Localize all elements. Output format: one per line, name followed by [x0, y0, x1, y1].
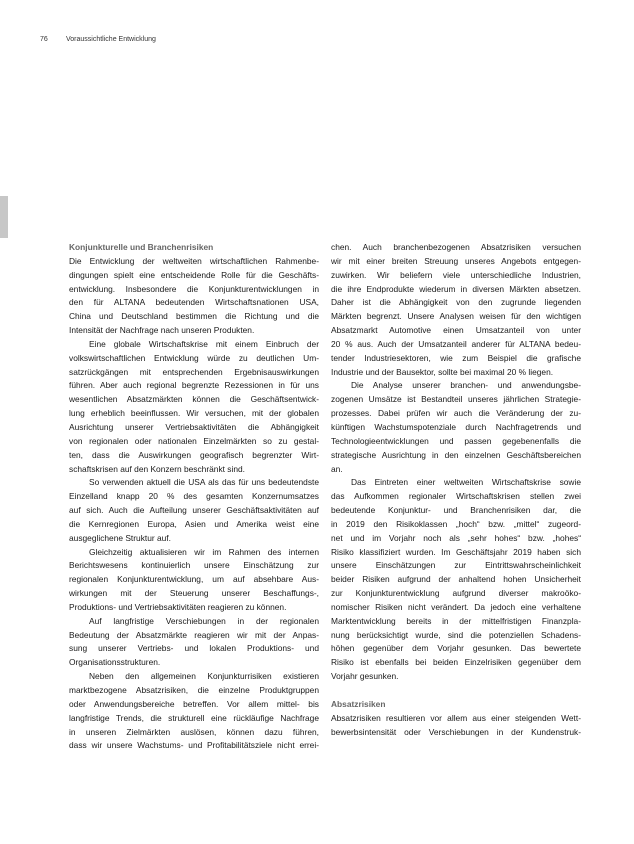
text-line: nomischer Risiken nicht verändert. Da jedoch eine verhaltene: [331, 601, 581, 612]
text-line: China und Deutschland bestimmen die Richtung und die: [69, 311, 319, 322]
text-line: chen. Auch branchenbezogenen Absatzrisiken versuchen: [331, 242, 581, 252]
text-line: wirkungen mit der Steuerung unserer Beschaffungs-,: [69, 588, 319, 599]
text-line: dass wir unsere Wachstums- und Profitabilitätsziele nicht errei-: [69, 740, 319, 751]
text-line: net und im Vorjahr noch als „sehr hohes“ bzw. „hohes“: [331, 532, 581, 543]
text-line: Industrie und der Bausektor, sollte bei maximal 20 % liegen.: [331, 366, 554, 377]
text-line: Marktentwicklung bereits in der mittelfristigen Finanzpla-: [331, 615, 581, 626]
text-line: höhen gegenüber dem Vorjahr gesunken. Das bewertete: [331, 643, 581, 654]
text-line: volkswirtschaftlichen Entwicklung würde zu deutlichen Um-: [69, 352, 319, 363]
text-line: Ausrichtung unserer Vertriebsaktivitäten die Abhängigkeit: [69, 421, 319, 432]
text-line: beider Risiken aufgrund der anhaltend hohen Unsicherheit: [331, 574, 581, 585]
paragraph-first-line: Das Eintreten einer weltweiten Wirtschaftskrise sowie: [351, 477, 581, 488]
text-line: oder Anwendungsbereiche betreffen. Vor allem mittel- bis: [69, 698, 319, 709]
chapter-marker-tab: [0, 196, 8, 238]
section-title: Voraussichtliche Entwicklung: [66, 36, 156, 43]
text-line: wir mit einer breiten Streuung unseres Angebots entgegen-: [331, 255, 581, 266]
paragraph-gap: [331, 684, 581, 698]
text-line: prozesses. Dabei prüfen wir auch die Veränderung der zu-: [331, 408, 581, 419]
text-line: Intensität der Nachfrage nach unseren Produkten.: [69, 325, 255, 336]
text-line: Die Entwicklung der weltweiten wirtschaftlichen Rahmenbe-: [69, 255, 319, 266]
text-line: Risiko klassifiziert wurden. Im Geschäftsjahr 2019 haben sich: [331, 546, 581, 557]
text-line: 20 % aus. Auch der Umsatzanteil anderer für ALTANA bedeu-: [331, 338, 581, 349]
page-number: 76: [40, 36, 48, 43]
text-line: in unseren Zielmärkten auslösen, können dazu führen,: [69, 726, 319, 737]
text-line: Berichtswesens kontinuierlich unsere Einschätzung zur: [69, 560, 319, 571]
text-line: Absatzmarkt Automotive einen Umsatzanteil von unter: [331, 325, 581, 336]
text-line: regionalen Konjunkturentwicklung, um auf absehbare Aus-: [69, 574, 319, 585]
text-line: tender Industriesektoren, wie zum Beispiel die grafische: [331, 352, 581, 363]
text-line: ausgeglichene Struktur auf.: [69, 532, 171, 543]
text-line: führen. Aber auch regional begrenzte Rezessionen in für uns: [69, 380, 319, 391]
text-line: zur Konjunkturentwicklung aufgrund diverser makroöko-: [331, 588, 581, 599]
text-line: Produktions- und Vertriebsaktivitäten reagieren zu können.: [69, 601, 287, 612]
paragraph-first-line: Neben den allgemeinen Konjunkturrisiken existieren: [89, 671, 319, 682]
text-line: Absatzrisiken resultieren vor allem aus einer steigenden Wett-: [331, 712, 581, 723]
text-line: unsere Einschätzungen zur Eintrittswahrscheinlichkeit: [331, 560, 581, 571]
left-text-column: [69, 241, 319, 753]
text-line: in 2019 den Risikoklassen „hoch“ bzw. „mittel“ zugeord-: [331, 518, 581, 529]
text-line: auf sich. Auch die Aufteilung unserer Geschäftsaktivitäten auf: [69, 505, 319, 516]
text-line: strategische Ausrichtung in den einzelnen Geschäftsbereichen: [331, 449, 581, 460]
text-line: bedeutende Konjunktur- und Branchenrisiken dar, die: [331, 505, 581, 516]
text-line: Organisationsstrukturen.: [69, 657, 161, 668]
paragraph-first-line: Die Analyse unserer branchen- und anwendungsbe-: [351, 380, 581, 391]
paragraph-first-line: Auf langfristige Verschiebungen in der regionalen: [89, 615, 319, 626]
section-heading: Konjunkturelle und Branchenrisiken: [69, 242, 214, 252]
text-line: Bedeutung der Absatzmärkte reagieren wir mit der Anpas-: [69, 629, 319, 640]
text-line: bewerbsintensität oder Verschiebungen in der Kundenstruk-: [331, 726, 581, 737]
text-line: Risiko ist ebenfalls bei beiden Einzelrisiken gegenüber dem: [331, 657, 581, 668]
text-line: lung erheblich beeinflussen. Wir versuchen, mit der globalen: [69, 408, 319, 419]
text-line: entwicklung. Insbesondere die Konjunkturentwicklungen in: [69, 283, 319, 294]
text-line: das Aufkommen regionaler Wirtschaftskrisen stellen zwei: [331, 491, 581, 502]
text-line: sung unserer Vertriebs- und lokalen Produktions- und: [69, 643, 319, 654]
text-line: satzrückgängen mit entsprechenden Ergebnisauswirkungen: [69, 366, 319, 377]
text-line: Technologieentwicklungen und passen gegebenenfalls die: [331, 435, 581, 446]
text-line: dingungen spielt eine entscheidende Rolle für die Geschäfts-: [69, 269, 319, 280]
right-text-column: [331, 241, 581, 739]
text-line: zuwirken. Wir beliefern viele unterschiedliche Industrien,: [331, 269, 581, 280]
text-line: nung berücksichtigt wurde, sind die potenziellen Schadens-: [331, 629, 581, 640]
text-line: zogenen Umsätze ist Bestandteil unseres jährlichen Strategie-: [331, 394, 581, 405]
text-line: wesentlichen Absatzmärkten können die Geschäftsentwick-: [69, 394, 319, 405]
text-line: von regionalen oder nationalen Einzelmärkten so zu gestal-: [69, 435, 319, 446]
paragraph-first-line: Gleichzeitig aktualisieren wir im Rahmen des internen: [89, 546, 319, 557]
text-line: schaftskrisen auf den Konzern beschränkt sind.: [69, 463, 245, 474]
text-line: ten, dass die Auswirkungen geografisch begrenzter Wirt-: [69, 449, 319, 460]
text-line: Märkten begrenzt. Unsere Analysen weisen für den wichtigen: [331, 311, 581, 322]
paragraph-first-line: Eine globale Wirtschaftskrise mit einem Einbruch der: [89, 338, 319, 349]
text-line: Daher ist die Abhängigkeit von den zugrunde liegenden: [331, 297, 581, 308]
section-heading: Absatzrisiken: [331, 698, 386, 709]
paragraph-first-line: So verwenden aktuell die USA als das für uns bedeutendste: [89, 477, 319, 488]
text-line: Vorjahr gesunken.: [331, 671, 399, 682]
text-line: den für ALTANA bedeutenden Wirtschaftsnationen USA,: [69, 297, 319, 308]
text-line: künftigen Wachstumspotenziale durch Nachfragetrends und: [331, 421, 581, 432]
text-line: marktbezogene Absatzrisiken, die einzelne Produktgruppen: [69, 685, 319, 695]
text-line: die ihre Endprodukte wiederum in diversen Märkten absetzen.: [331, 283, 581, 294]
text-line: Einzelland knapp 20 % des gesamten Konzernumsatzes: [69, 491, 319, 502]
text-line: die Kernregionen Europa, Asien und Amerika weist eine: [69, 518, 319, 529]
text-line: langfristige Trends, die strukturell eine rückläufige Nachfrage: [69, 712, 319, 723]
text-line: an.: [331, 463, 343, 474]
running-header: [40, 36, 156, 43]
